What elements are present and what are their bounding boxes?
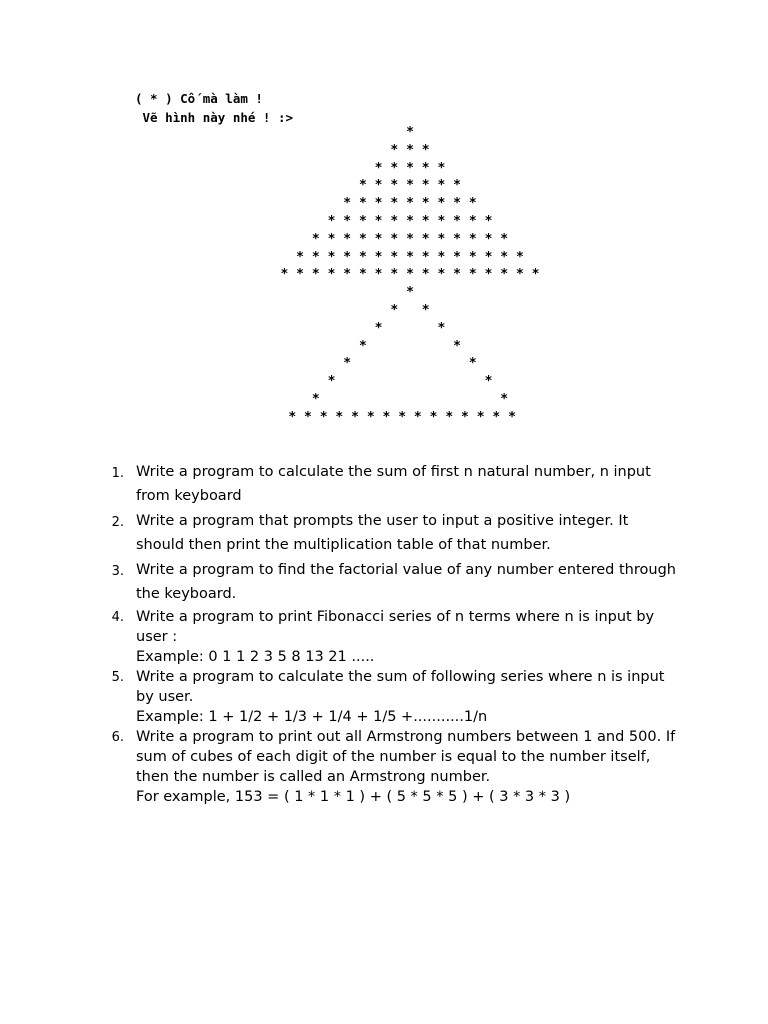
star-row [0, 266, 768, 283]
star: * [413, 409, 422, 425]
star: * [484, 249, 493, 265]
exercise-text-line: Write a program to calculate the sum of first n natural number, n input [136, 464, 651, 480]
star: * [311, 267, 320, 283]
star: * [343, 196, 352, 212]
star: * [343, 267, 352, 283]
star: * [421, 267, 430, 283]
star: * [358, 249, 367, 265]
star: * [500, 249, 509, 265]
star-row [0, 177, 768, 194]
star-row [0, 355, 768, 372]
star: * [406, 142, 414, 158]
star: * [374, 320, 383, 336]
star: * [311, 249, 320, 265]
star: * [296, 249, 304, 265]
star: * [453, 249, 461, 265]
exercise-item [104, 607, 704, 667]
star: * [437, 214, 446, 229]
star: * [319, 409, 328, 425]
star: * [358, 214, 367, 229]
star: * [366, 409, 375, 425]
star: * [406, 231, 414, 247]
exercise-text-line: from keyboard [136, 488, 242, 504]
star: * [437, 320, 446, 336]
star: * [406, 214, 414, 229]
exercise-item [104, 558, 704, 606]
exercise-number: 2. [111, 515, 124, 530]
star: * [398, 409, 407, 425]
star: * [327, 214, 336, 229]
star: * [508, 409, 516, 425]
star: * [304, 409, 312, 425]
star: * [421, 196, 430, 212]
star: * [343, 249, 352, 265]
header-line-2: Vẽ hình này nhé ! :> [135, 110, 294, 125]
star: * [437, 178, 446, 194]
star-row [0, 195, 768, 212]
star: * [390, 142, 399, 158]
star-row [0, 213, 768, 230]
star-row [0, 391, 768, 408]
star: * [515, 267, 524, 283]
star: * [406, 249, 414, 265]
star: * [374, 267, 383, 283]
exercise-text-line: Write a program to find the factorial value of any number entered through [136, 562, 676, 578]
star: * [406, 178, 414, 194]
star: * [468, 267, 477, 283]
star: * [390, 178, 399, 194]
star: * [343, 214, 352, 229]
star: * [311, 231, 320, 247]
star: * [461, 409, 469, 425]
star: * [390, 249, 399, 265]
star: * [296, 267, 304, 283]
star: * [288, 409, 297, 425]
star: * [311, 392, 320, 407]
star: * [453, 214, 461, 229]
star: * [390, 267, 399, 283]
star: * [531, 267, 540, 283]
star: * [374, 160, 383, 176]
star: * [445, 409, 454, 425]
star: * [374, 196, 383, 212]
star: * [327, 374, 336, 390]
star: * [453, 231, 461, 247]
star: * [484, 374, 493, 390]
star: * [358, 178, 367, 194]
star: * [429, 409, 438, 425]
star: * [515, 249, 524, 265]
exercise-text-line: Example: 1 + 1/2 + 1/3 + 1/4 + 1/5 +...........1/n [136, 709, 488, 725]
star: * [468, 249, 477, 265]
star: * [358, 231, 367, 247]
star: * [406, 125, 414, 140]
header-line-1: ( * ) Cố mà làm ! [135, 91, 263, 106]
star: * [390, 303, 399, 318]
exercise-text-line: by user. [136, 689, 194, 705]
exercise-text-line: Example: 0 1 1 2 3 5 8 13 21 ..... [136, 649, 375, 665]
exercise-text-line: sum of cubes of each digit of the number is equal to the number itself, [136, 749, 651, 765]
exercise-number: 1. [111, 466, 124, 481]
exercise-item [104, 667, 704, 727]
star-row [0, 142, 768, 159]
exercise-item [104, 460, 704, 508]
star-row [0, 160, 768, 177]
star: * [280, 267, 289, 283]
star: * [327, 267, 336, 283]
star: * [406, 160, 414, 176]
star: * [500, 392, 509, 407]
exercise-number: 5. [111, 670, 124, 685]
star: * [484, 231, 493, 247]
star: * [374, 231, 383, 247]
star: * [343, 231, 352, 247]
star: * [390, 231, 399, 247]
star: * [406, 285, 414, 301]
star: * [421, 178, 430, 194]
star: * [468, 231, 477, 247]
star: * [421, 231, 430, 247]
star: * [437, 196, 446, 212]
star-row [0, 320, 768, 337]
star: * [437, 249, 446, 265]
star: * [468, 214, 477, 229]
star: * [421, 214, 430, 229]
star: * [421, 249, 430, 265]
star: * [374, 214, 383, 229]
star-row [0, 409, 768, 426]
star: * [327, 249, 336, 265]
star: * [453, 178, 461, 194]
star: * [468, 196, 477, 212]
star: * [374, 178, 383, 194]
exercise-number: 4. [111, 610, 124, 625]
star: * [453, 196, 461, 212]
exercise-text-line: Write a program to print out all Armstrong numbers between 1 and 500. If [136, 729, 676, 745]
star-row [0, 124, 768, 141]
exercise-text-line: Write a program that prompts the user to input a positive integer. It [136, 513, 629, 529]
star: * [476, 409, 485, 425]
star: * [484, 267, 493, 283]
star: * [453, 267, 461, 283]
star: * [335, 409, 344, 425]
exercise-text-line: For example, 153 = ( 1 * 1 * 1 ) + ( 5 * 5 * 5 ) + ( 3 * 3 * 3 ) [136, 789, 571, 805]
star-row [0, 302, 768, 319]
star-row [0, 373, 768, 390]
star: * [374, 249, 383, 265]
exercise-text-line: Write a program to calculate the sum of following series where n is input [136, 669, 665, 685]
exercise-number: 3. [111, 564, 124, 579]
star: * [406, 267, 414, 283]
star: * [382, 409, 391, 425]
star: * [421, 303, 430, 318]
star: * [500, 231, 509, 247]
star-row [0, 231, 768, 248]
star: * [484, 214, 493, 229]
exercise-text-line: user : [136, 629, 178, 645]
star: * [327, 231, 336, 247]
exercise-text-line: Write a program to print Fibonacci series of n terms where n is input by [136, 609, 655, 625]
star: * [390, 196, 399, 212]
star: * [343, 356, 352, 372]
star: * [351, 409, 359, 425]
star: * [406, 196, 414, 212]
star: * [358, 338, 367, 354]
exercise-number: 6. [111, 730, 124, 745]
star-row [0, 338, 768, 355]
star: * [421, 142, 430, 158]
star: * [492, 409, 501, 425]
star-row [0, 249, 768, 266]
star: * [437, 267, 446, 283]
star: * [358, 196, 367, 212]
exercise-text-line: then the number is called an Armstrong number. [136, 769, 491, 785]
exercise-text-line: should then print the multiplication table of that number. [136, 537, 551, 553]
star: * [390, 214, 399, 229]
exercise-text-line: the keyboard. [136, 586, 237, 602]
star: * [421, 160, 430, 176]
star-row [0, 284, 768, 301]
exercise-item [104, 727, 704, 807]
star-figure [0, 0, 768, 440]
star: * [453, 338, 461, 354]
star: * [468, 356, 477, 372]
exercise-item [104, 509, 704, 557]
star: * [437, 160, 446, 176]
star: * [437, 231, 446, 247]
exercise-list [104, 460, 704, 807]
star: * [500, 267, 509, 283]
star: * [390, 160, 399, 176]
star: * [358, 267, 367, 283]
